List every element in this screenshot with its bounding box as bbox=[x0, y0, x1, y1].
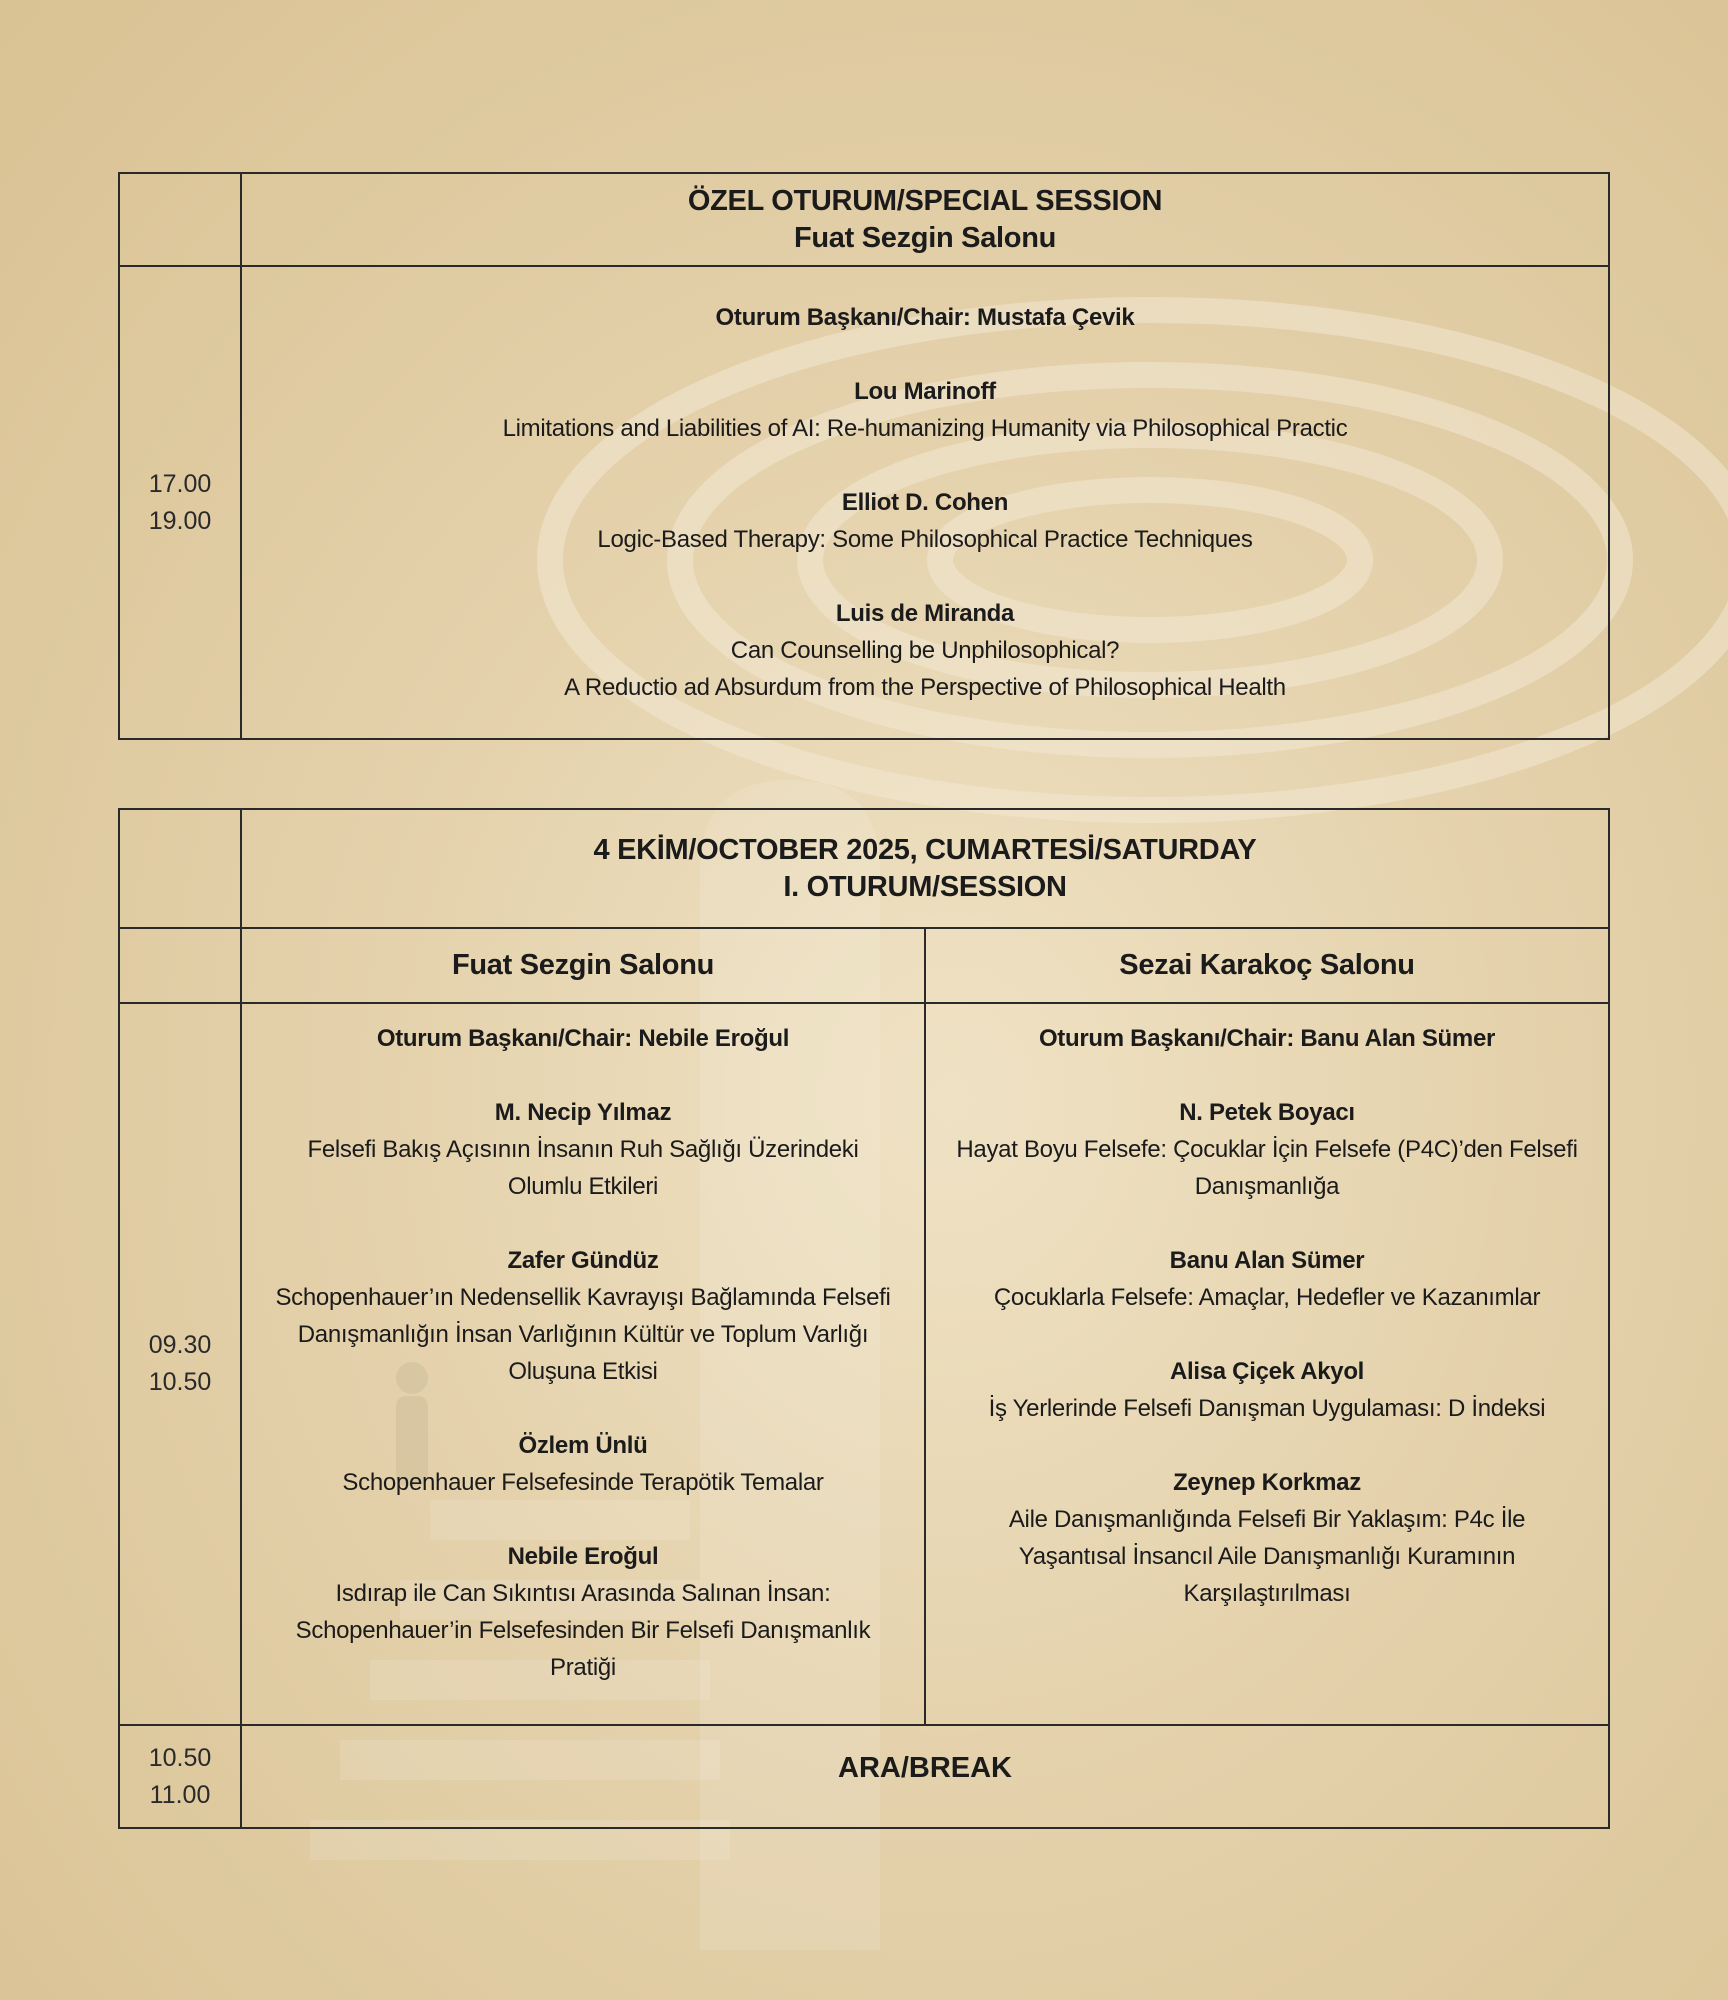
talk-speaker: Zeynep Korkmaz bbox=[1173, 1469, 1361, 1496]
talk-item bbox=[926, 1353, 1608, 1427]
special-session-table bbox=[118, 172, 1610, 740]
talk-title: Can Counselling be Unphilosophical? A Reductio ad Absurdum from the Perspective of Philosophical Health bbox=[564, 637, 1286, 701]
time-cell-empty bbox=[119, 809, 241, 928]
talk-title: Schopenhauer’ın Nedensellik Kavrayışı Bağlamında Felsefi Danışmanlığın İnsan Varlığının Kültür ve Toplum Varlığı Oluşuna Etkisi bbox=[275, 1284, 891, 1385]
time-start: 10.50 bbox=[148, 1743, 212, 1772]
time-cell-empty bbox=[119, 173, 241, 266]
talk-speaker: Luis de Miranda bbox=[835, 600, 1015, 627]
talk-item bbox=[242, 1538, 924, 1686]
talk-speaker: Özlem Ünlü bbox=[518, 1432, 648, 1459]
session-one-time bbox=[119, 1003, 241, 1725]
hall-name: Sezai Karakoç Salonu bbox=[1119, 949, 1415, 981]
session-title: I. OTURUM/SESSION bbox=[783, 870, 1067, 903]
break-cell bbox=[241, 1725, 1609, 1828]
talk-speaker: Elliot D. Cohen bbox=[841, 489, 1009, 516]
session-chair: Oturum Başkanı/Chair: Mustafa Çevik bbox=[715, 304, 1135, 331]
hall-content-sezai-karakoc bbox=[925, 1003, 1609, 1725]
talk-title: Hayat Boyu Felsefe: Çocuklar İçin Felsefe (P4C)’den Felsefi Danışmanlığa bbox=[956, 1136, 1578, 1200]
special-session-time bbox=[119, 266, 241, 739]
talk-speaker: M. Necip Yılmaz bbox=[494, 1099, 672, 1126]
time-start: 17.00 bbox=[148, 469, 212, 498]
session-chair: Oturum Başkanı/Chair: Banu Alan Sümer bbox=[1038, 1025, 1496, 1052]
break-label: ARA/BREAK bbox=[838, 1752, 1012, 1784]
time-end: 10.50 bbox=[148, 1368, 212, 1396]
talk-item bbox=[926, 1464, 1608, 1612]
talk-speaker: Zafer Gündüz bbox=[507, 1247, 659, 1274]
talk-title: Isdırap ile Can Sıkıntısı Arasında Salınan İnsan: Schopenhauer’in Felsefesinden Bir Felsefi Danışmanlık Pratiği bbox=[295, 1580, 871, 1681]
talk-item bbox=[242, 1242, 924, 1390]
special-session-header bbox=[241, 173, 1609, 266]
special-session-hall: Fuat Sezgin Salonu bbox=[793, 221, 1057, 254]
session-one-table bbox=[118, 808, 1610, 1829]
talk-title: Felsefi Bakış Açısının İnsanın Ruh Sağlığı Üzerindeki Olumlu Etkileri bbox=[307, 1136, 859, 1200]
talk-item bbox=[242, 1427, 924, 1501]
special-session-body-row bbox=[119, 266, 1609, 739]
talk-item bbox=[926, 1094, 1608, 1205]
time-end: 19.00 bbox=[148, 506, 212, 535]
session-date: 4 EKİM/OCTOBER 2025, CUMARTESİ/SATURDAY bbox=[593, 833, 1257, 866]
talk-title: Logic-Based Therapy: Some Philosophical Practice Techniques bbox=[597, 526, 1253, 553]
break-time bbox=[119, 1725, 241, 1828]
session-one-header-row bbox=[119, 809, 1609, 928]
talk-speaker: Lou Marinoff bbox=[854, 378, 996, 405]
talk-speaker: Banu Alan Sümer bbox=[1169, 1247, 1365, 1274]
talk-item bbox=[242, 595, 1608, 706]
talk-title: Schopenhauer Felsefesinde Terapötik Temalar bbox=[342, 1469, 824, 1496]
talk-item bbox=[242, 1094, 924, 1205]
talk-speaker: Alisa Çiçek Akyol bbox=[1169, 1358, 1365, 1385]
hall-header-sezai-karakoc bbox=[925, 928, 1609, 1003]
time-start: 09.30 bbox=[148, 1331, 212, 1359]
talk-title: Limitations and Liabilities of AI: Re-humanizing Humanity via Philosophical Practic bbox=[502, 415, 1348, 442]
time-cell-empty bbox=[119, 928, 241, 1003]
break-row bbox=[119, 1725, 1609, 1828]
talk-item bbox=[242, 484, 1608, 558]
talk-item bbox=[242, 373, 1608, 447]
hall-content-fuat-sezgin bbox=[241, 1003, 925, 1725]
hall-name: Fuat Sezgin Salonu bbox=[451, 949, 715, 981]
time-end: 11.00 bbox=[149, 1780, 211, 1809]
talk-title: İş Yerlerinde Felsefi Danışman Uygulaması: D İndeksi bbox=[988, 1395, 1546, 1422]
special-session-header-row bbox=[119, 173, 1609, 266]
session-one-body-row bbox=[119, 1003, 1609, 1725]
talk-speaker: Nebile Eroğul bbox=[507, 1543, 659, 1570]
special-session-content bbox=[241, 266, 1609, 739]
session-chair: Oturum Başkanı/Chair: Nebile Eroğul bbox=[376, 1025, 790, 1052]
talk-item bbox=[926, 1242, 1608, 1316]
session-halls-row bbox=[119, 928, 1609, 1003]
talk-speaker: N. Petek Boyacı bbox=[1179, 1099, 1355, 1126]
talk-title: Aile Danışmanlığında Felsefi Bir Yaklaşım: P4c İle Yaşantısal İnsancıl Aile Danışmanlığı Kuramının Karşılaştırılması bbox=[1008, 1506, 1526, 1607]
session-one-header bbox=[241, 809, 1609, 928]
hall-header-fuat-sezgin bbox=[241, 928, 925, 1003]
talk-title: Çocuklarla Felsefe: Amaçlar, Hedefler ve Kazanımlar bbox=[993, 1284, 1541, 1311]
special-session-title: ÖZEL OTURUM/SPECIAL SESSION bbox=[687, 184, 1163, 217]
